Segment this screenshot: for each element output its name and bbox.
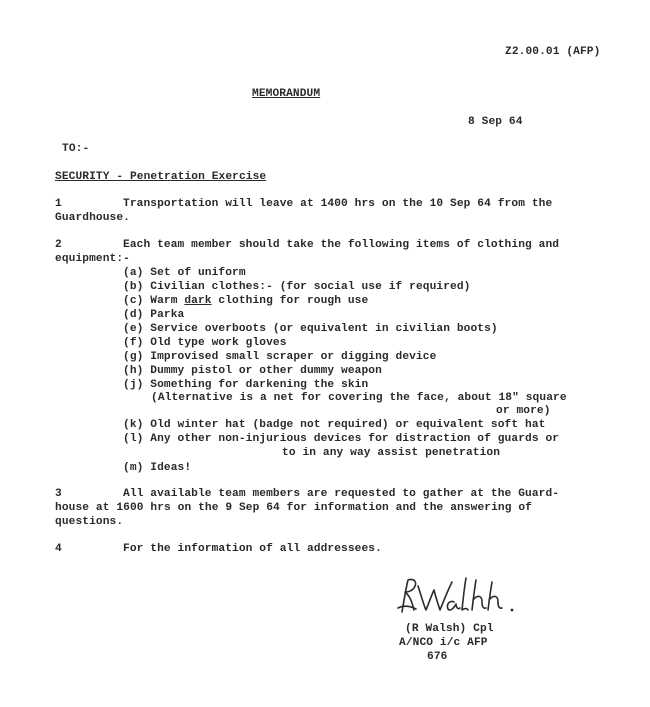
signatory-title: A/NCO i/c AFP (399, 637, 488, 649)
para-3-line-1: All available team members are requested to gather at the Guard- (123, 488, 560, 500)
para-3-number: 3 (55, 488, 62, 500)
list-item-f: (f) Old type work gloves (123, 337, 287, 349)
para-2-number: 2 (55, 239, 62, 251)
list-item-c-suffix: clothing for rough use (211, 295, 369, 307)
memo-heading: MEMORANDUM (252, 88, 321, 100)
para-1-line-2: Guardhouse. (55, 212, 130, 224)
list-item-a: (a) Set of uniform (123, 267, 246, 279)
list-item-j: (j) Something for darkening the skin (123, 379, 369, 391)
handwritten-signature (392, 572, 532, 620)
para-1-line-1: Transportation will leave at 1400 hrs on the 10 Sep 64 from the (123, 198, 553, 210)
signatory-number: 676 (427, 651, 448, 663)
para-4-number: 4 (55, 543, 62, 555)
list-item-c (123, 294, 368, 308)
list-item-j-note-line-2: or more) (496, 405, 551, 417)
list-item-m: (m) Ideas! (123, 462, 192, 474)
list-item-k: (k) Old winter hat (badge not required) or equivalent soft hat (123, 419, 546, 431)
to-label: TO:- (62, 143, 90, 155)
para-3-line-2: house at 1600 hrs on the 9 Sep 64 for information and the answering of (55, 502, 532, 514)
para-2-line-1: Each team member should take the following items of clothing and (123, 239, 560, 251)
list-item-g: (g) Improvised small scraper or digging device (123, 351, 437, 363)
para-3-line-3: questions. (55, 516, 124, 528)
list-item-e: (e) Service overboots (or equivalent in civilian boots) (123, 323, 498, 335)
list-item-h: (h) Dummy pistol or other dummy weapon (123, 365, 382, 377)
list-item-b: (b) Civilian clothes:- (for social use if required) (123, 281, 471, 293)
signatory-name: (R Walsh) Cpl (405, 623, 494, 635)
list-item-j-note-line-1: (Alternative is a net for covering the face, about 18" square (151, 392, 567, 404)
list-item-c-prefix: (c) Warm (123, 295, 185, 307)
para-1-number: 1 (55, 198, 62, 210)
list-item-d: (d) Parka (123, 309, 185, 321)
subject-line: SECURITY - Penetration Exercise (55, 171, 267, 183)
para-4-line-1: For the information of all addressees. (123, 543, 382, 555)
list-item-l-line-1: (l) Any other non-injurious devices for distraction of guards or (123, 433, 560, 445)
memo-date: 8 Sep 64 (468, 116, 523, 128)
list-item-c-underlined-word: dark (184, 295, 212, 307)
para-2-line-2: equipment:- (55, 253, 130, 265)
reference-number: Z2.00.01 (AFP) (505, 46, 601, 58)
list-item-l-line-2: to in any way assist penetration (282, 447, 501, 459)
